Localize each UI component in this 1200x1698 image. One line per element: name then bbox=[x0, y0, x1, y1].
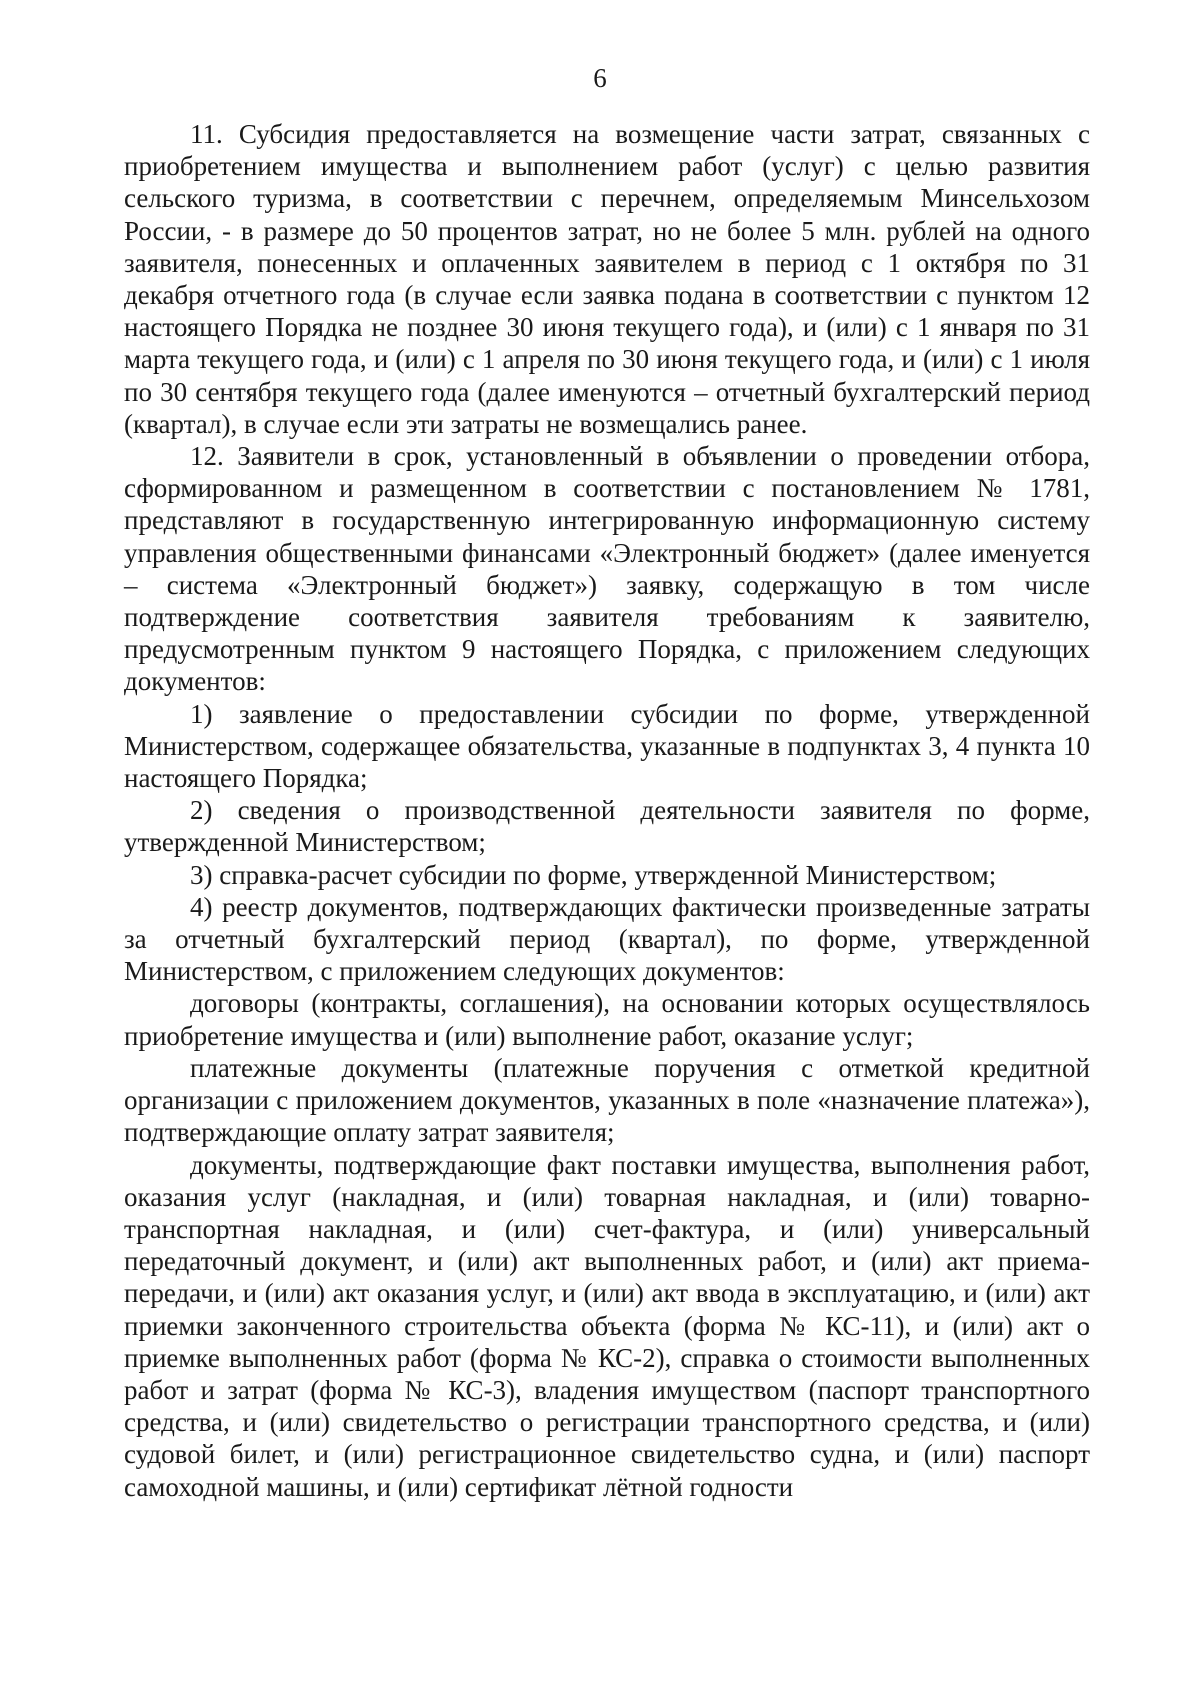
paragraph-12: 12. Заявители в срок, установленный в объявлении о проведении отбора, сформированном и размещенном в соответствии с постановлением № 1781, представляют в государственную интегрированную информационную систему управления общественными финансами «Электронный бюджет» (далее именуется – система «Электронный бюджет») заявку, содержащую в том числе подтверждение соответствия заявителя требованиям к заявителю, предусмотренным пунктом 9 настоящего Порядка, с приложением следующих документов: bbox=[124, 441, 1090, 697]
list-item-4-document-register: 4) реестр документов, подтверждающих фактически произведенные затраты за отчетный бухгалтерский период (квартал), по форме, утвержденной Министерством, с приложением следующих документов: bbox=[124, 891, 1090, 987]
list-item-2-production-info: 2) сведения о производственной деятельности заявителя по форме, утвержденной Министерством; bbox=[124, 795, 1090, 858]
sub-item-payment-documents: платежные документы (платежные поручения с отметкой кредитной организации с приложением документов, указанных в поле «назначение платежа»), подтверждающие оплату затрат заявителя; bbox=[124, 1052, 1090, 1148]
list-item-1-application: 1) заявление о предоставлении субсидии по форме, утвержденной Министерством, содержащее обязательства, указанные в подпунктах 3, 4 пункта 10 настоящего Порядка; bbox=[124, 698, 1090, 794]
sub-item-contracts: договоры (контракты, соглашения), на основании которых осуществлялось приобретение имущества и (или) выполнение работ, оказание услуг; bbox=[124, 988, 1090, 1051]
sub-item-delivery-documents: документы, подтверждающие факт поставки имущества, выполнения работ, оказания услуг (накладная, и (или) товарная накладная, и (или) товарно-транспортная накладная, и (или) счет-фактура, и (или) универсальный передаточный документ, и (или) акт выполненных работ, и (или) акт приема-передачи, и (или) акт оказания услуг, и (или) акт ввода в эксплуатацию, и (или) акт приемки законченного строительства объекта (форма № КС-11), и (или) акт о приемке выполненных работ (форма № КС-2), справка о стоимости выполненных работ и затрат (форма № КС-3), владения имуществом (паспорт транспортного средства, и (или) свидетельство о регистрации транспортного средства, и (или) судовой билет, и (или) регистрационное свидетельство судна, и (или) паспорт самоходной машины, и (или) сертификат лётной годности bbox=[124, 1149, 1090, 1502]
list-item-3-calculation: 3) справка-расчет субсидии по форме, утвержденной Министерством; bbox=[190, 859, 997, 890]
paragraph-11: 11. Субсидия предоставляется на возмещение части затрат, связанных с приобретением имущества и выполнением работ (услуг) с целью развития сельского туризма, в соответствии с перечнем, определяемым Минсельхозом России, - в размере до 50 процентов затрат, но не более 5 млн. рублей на одного заявителя, понесенных и оплаченных заявителем в период с 1 октября по 31 декабря отчетного года (в случае если заявка подана в соответствии с пунктом 12 настоящего Порядка не позднее 30 июня текущего года), и (или) с 1 января по 31 марта текущего года, и (или) с 1 апреля по 30 июня текущего года, и (или) с 1 июля по 30 сентября текущего года (далее именуются – отчетный бухгалтерский период (квартал), в случае если эти затраты не возмещались ранее. bbox=[124, 119, 1090, 439]
page-number: 6 bbox=[593, 63, 607, 93]
document-body bbox=[124, 118, 1090, 1503]
